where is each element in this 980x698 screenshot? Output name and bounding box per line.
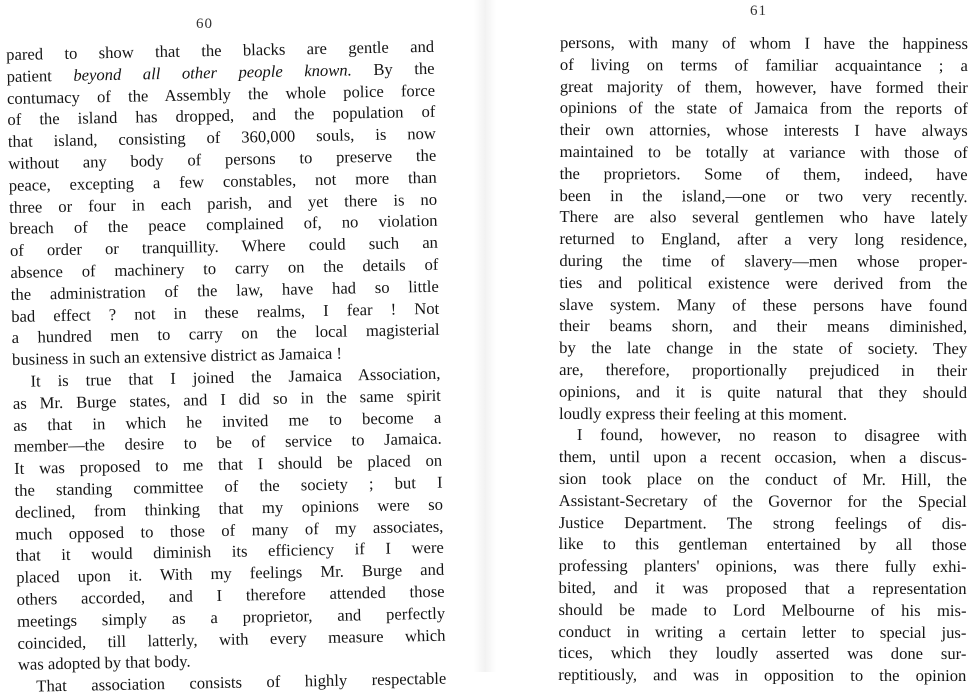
text-line: opinions of the state of Jamaica from the reports of — [559, 98, 968, 119]
text-line: them, until upon a recent occasion, when a discus- — [558, 447, 967, 468]
text-line: loudly express their feeling at this moment. — [558, 403, 848, 424]
text-line: been in the island,—one or two very recently. — [559, 185, 968, 206]
text-line: peace, excepting a few constables, not more than — [8, 167, 437, 195]
text-line: I found, however, no reason to disagree with — [576, 425, 967, 446]
text-line: bad effect ? not in these realms, I fear ! Not — [11, 298, 440, 326]
text-line: a hundred men to carry on the local magisterial — [11, 320, 440, 348]
text-line: the proprietors. Some of them, indeed, have — [559, 163, 968, 184]
text-line: should be made to Lord Melbourne of his mis- — [558, 599, 967, 620]
text-line: placed upon it. With my feelings Mr. Burge and — [16, 559, 445, 588]
text-line: by the late change in the state of society. They — [559, 338, 968, 359]
text-line: was adopted by that body. — [17, 651, 191, 675]
text-line: business in such an extensive district as Jamaica ! — [11, 343, 343, 370]
text-line: of living on terms of familiar acquaintance ; a — [559, 54, 968, 75]
text-line: that island, consisting of 360,000 souls, is now — [7, 123, 436, 152]
text-segment: patient — [6, 65, 74, 86]
right-page — [500, 0, 980, 686]
text-line: member—the desire to be of service to Jamaica. — [13, 429, 442, 457]
left-page-text — [6, 36, 446, 698]
text-line: breach of the peace complained of, no violation — [9, 211, 438, 239]
text-line: during the time of slavery—men whose proper- — [559, 250, 968, 272]
text-line: pared to show that the blacks are gentle and — [6, 36, 435, 64]
book-gutter — [474, 0, 496, 672]
right-page-text — [558, 32, 968, 687]
text-line: slave system. Many of these persons have found — [559, 294, 968, 315]
text-line: meetings simply as a proprietor, and perfectly — [16, 603, 446, 631]
text-segment: By the — [351, 58, 435, 80]
text-line: sion took place on the conduct of Mr. Hill, the — [558, 468, 967, 490]
page-number-left: 60 — [196, 16, 213, 32]
text-line: persons, with many of whom I have the happiness — [559, 32, 968, 54]
text-line: of the island has dropped, and the population of — [7, 102, 436, 130]
text-line: their beams shorn, and their means diminished, — [559, 316, 968, 337]
text-line: without any body of persons to preserve the — [8, 145, 437, 173]
text-line: like to this gentleman entertained by all those — [558, 534, 967, 555]
text-line: There are also several gentlemen who have lately — [559, 207, 968, 228]
text-line: coincided, till latterly, with every measure which — [17, 625, 446, 653]
text-line: ties and political existence were derived from the — [559, 272, 968, 293]
text-line: returned to England, after a very long residence, — [559, 229, 968, 250]
text-line: declined, from thinking that my opinions were so — [14, 494, 444, 522]
left-page — [0, 0, 470, 696]
text-line: It was proposed to me that I should be placed on — [13, 450, 443, 479]
text-line: great majority of them, however, have formed their — [559, 76, 968, 97]
text-line: absence of machinery to carry on the details of — [10, 254, 439, 282]
text-line: opinions, and it is quite natural that they should — [559, 381, 968, 402]
text-line: reptitiously, and was in opposition to the opinion — [558, 665, 967, 686]
text-line: Justice Department. The strong feelings of dis- — [558, 512, 967, 533]
page-number-right: 61 — [750, 3, 767, 19]
text-line: their own attornies, whose interests I have always — [559, 120, 968, 141]
text-line: contumacy of the Assembly the whole police force — [6, 80, 436, 108]
text-line: of order or tranquillity. Where could such an — [9, 232, 439, 261]
text-line: tices, which they loudly asserted was done sur- — [558, 643, 967, 664]
text-line: It is true that I joined the Jamaica Association, — [30, 363, 441, 391]
text-line: conduct in writing a certain letter to special jus- — [558, 621, 967, 642]
text-line: others accorded, and I therefore attended those — [16, 581, 445, 609]
text-line: the administration of the law, have had so little — [10, 276, 439, 304]
text-line: as that in which he invited me to become a — [13, 407, 442, 435]
text-line: three or four in each parish, and yet there is no — [8, 189, 438, 217]
text-line: That association consists of highly respectable — [36, 668, 447, 696]
text-line: bited, and it was proposed that a representation — [558, 577, 967, 598]
text-line: much opposed to those of many of my associates, — [15, 516, 444, 544]
text-line: that it would diminish its efficiency if I were — [15, 538, 444, 566]
text-line: professing planters' opinions, was there fully exhi- — [558, 556, 967, 577]
text-line: are, therefore, proportionally prejudiced in their — [559, 359, 968, 381]
text-line: as Mr. Burge states, and I did so in the same spirit — [12, 385, 442, 413]
italic-emphasis: beyond all other people known. — [73, 60, 352, 85]
text-line: the standing committee of the society ; but I — [14, 472, 443, 500]
text-line: maintained to be totally at variance with those of — [559, 141, 968, 163]
text-line: Assistant-Secretary of the Governor for the Special — [558, 490, 967, 511]
